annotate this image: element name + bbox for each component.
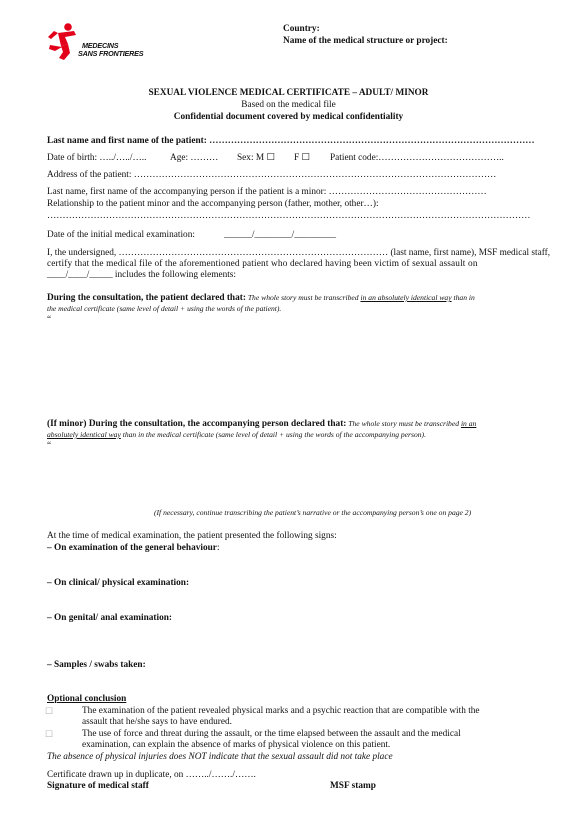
signs-intro: At the time of medical examination, the patient presented the following signs: (47, 531, 337, 541)
msf-logo (46, 22, 146, 64)
medical-structure-label: Name of the medical structure or project: (283, 36, 448, 46)
conclusion-checkbox-1[interactable]: ☐ (45, 706, 54, 716)
optional-conclusion-heading: Optional conclusion (47, 694, 127, 704)
logo-line-2: SANS FRONTIERES (78, 49, 144, 58)
sex-male-checkbox[interactable]: Sex: M ☐ (237, 153, 275, 163)
certify-line-3: ____/____/_____ includes the following elements: (47, 270, 237, 280)
minor-declared-instruction: The whole story must be transcribed (346, 419, 461, 428)
behaviour-colon: : (216, 543, 220, 553)
patient-declared-heading (47, 293, 475, 305)
country-label: Country: (283, 24, 320, 34)
relationship-field[interactable] (47, 211, 531, 223)
certify-line-1 (47, 248, 551, 260)
initial-exam-date-field[interactable]: ______/________/_________ (224, 230, 337, 240)
patient-name-label: Last name and first name of the patient: …………………………………………………………………………………………… (47, 136, 535, 146)
behaviour-heading: – On examination of the general behaviour (47, 543, 217, 553)
clinical-exam-heading[interactable]: – On clinical/ physical examination: (47, 578, 190, 588)
msf-runner-icon (46, 22, 80, 62)
certificate-drawn-date[interactable]: Certificate drawn up in duplicate, on ……../……./……. (47, 770, 256, 780)
absence-of-injuries-note: The absence of physical injuries does NOT indicate that the sexual assault did not take place (47, 752, 393, 762)
samples-heading[interactable]: – Samples / swabs taken: (47, 660, 146, 670)
patient-declared-instruction-end: than in (451, 293, 475, 302)
behaviour-section[interactable] (47, 543, 220, 555)
minor-declared-instruction-end: than in the medical certificate (same level of detail + using the words of the accompanying person). (120, 430, 426, 439)
accompanying-person-label: Last name, first name of the accompanying person if the patient is a minor: …………………………………………… (47, 187, 487, 197)
signature-label: Signature of medical staff (47, 781, 149, 791)
patient-declared-instruction: The whole story must be transcribed (245, 293, 361, 302)
patient-declared-identical: in an absolutely identical way (360, 293, 452, 302)
date-of-birth-field[interactable]: Date of birth: …../…../….. (47, 153, 147, 163)
certify-line-2: certify that the medical file of the aforementioned patient who declared having been victim of sexual assault on (47, 259, 478, 269)
minor-declared-lead: (If minor) During the consultation, the accompanying person declared that: (47, 419, 347, 429)
patient-declared-lead: During the consultation, the patient declared that: (47, 293, 246, 303)
patient-address-field[interactable] (47, 170, 537, 182)
minor-declared-identical-2: absolutely identical way (47, 430, 121, 439)
relationship-dots: ………………………………………………………………………………………………………………………………………… (47, 211, 531, 221)
patient-declared-instruction-line-2: the medical certificate (same level of detail + using the words of the patient). (47, 304, 282, 313)
patient-narrative-quote[interactable]: “ (47, 315, 52, 325)
relationship-label: Relationship to the patient minor and the accompanying person (father, mother, other…): (47, 199, 379, 209)
confidentiality-notice: Confidential document covered by medical confidentiality (173, 112, 404, 122)
document-subtitle: Based on the medical file (241, 100, 336, 110)
document-title: SEXUAL VIOLENCE MEDICAL CERTIFICATE – ADULT/ MINOR (148, 88, 429, 98)
patient-address-label: Address of the patient: ……………………………………………………………………………………………………… (47, 170, 497, 180)
minor-declared-heading (47, 419, 476, 431)
sex-female-checkbox[interactable]: F ☐ (294, 153, 310, 163)
conclusion-item-2-line-1: The use of force and threat during the assault, or the time elapsed between the assault and the medical (82, 729, 461, 739)
conclusion-item-2-line-2: examination, can explain the absence of marks of physical violence on this patient. (82, 740, 391, 750)
conclusion-item-1-line-2: assault that he/she says to have endured. (82, 717, 232, 727)
age-field[interactable]: Age: ……… (170, 153, 219, 163)
logo-line-1: MEDECINS (82, 41, 119, 50)
patient-name-field[interactable] (47, 136, 537, 148)
initial-exam-label: Date of the initial medical examination: (47, 230, 195, 240)
genital-exam-heading[interactable]: – On genital/ anal examination: (47, 613, 172, 623)
minor-declared-identical-1: in an (460, 419, 477, 428)
msf-stamp-label: MSF stamp (330, 781, 376, 791)
conclusion-checkbox-2[interactable]: ☐ (45, 729, 54, 739)
minor-declared-instruction-line-2 (47, 430, 426, 440)
continue-page-2-note: (If necessary, continue transcribing the patient’s narrative or the accompanying person’s one on page 2) (154, 508, 472, 517)
certify-line-1-text: I, the undersigned, …………………………………………………………………………… (last name, first name), MSF medical staff, (47, 248, 551, 258)
accompanying-person-field[interactable] (47, 187, 537, 199)
minor-narrative-quote[interactable]: “ (47, 441, 52, 451)
patient-code-field[interactable]: Patient code:………………………………….. (330, 153, 504, 163)
conclusion-item-1-line-1: The examination of the patient revealed physical marks and a psychic reaction that are compatible with the (82, 706, 480, 716)
